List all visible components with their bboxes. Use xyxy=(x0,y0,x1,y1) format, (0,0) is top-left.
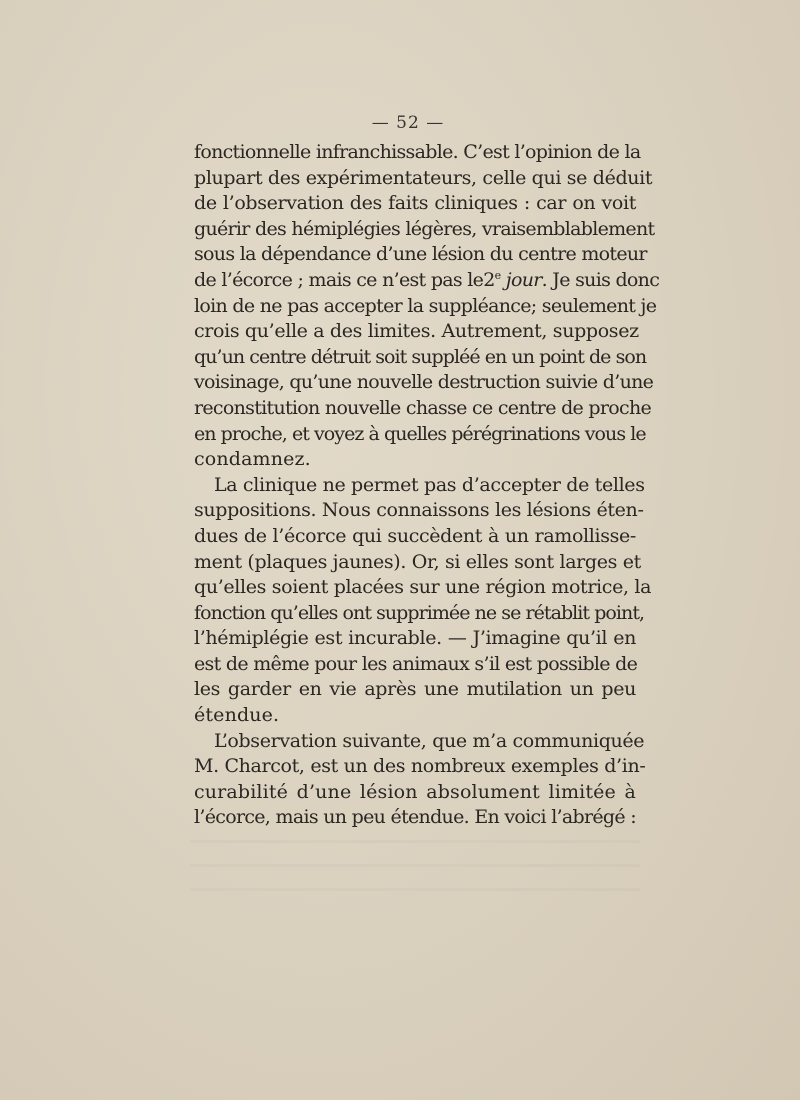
text-line: dues de l’écorce qui succèdent à un ramollisse- xyxy=(194,524,636,547)
italic-word: jour xyxy=(505,268,542,291)
text-line: sous la dépendance d’une lésion du centre moteur xyxy=(194,243,647,266)
page-number: — 52 — xyxy=(371,113,445,133)
text-line: condamnez. xyxy=(194,448,311,471)
text-line: les garder en vie après une mutilation un peu xyxy=(194,678,636,701)
text-line: curabilité d’une lésion absolument limitée à xyxy=(194,780,636,803)
text-line-with-superscript xyxy=(194,268,660,294)
text-line: plupart des expérimentateurs, celle qui se déduit xyxy=(194,166,653,189)
text-line: suppositions. Nous connaissons les lésions éten- xyxy=(194,499,644,522)
text-line: qu’elles soient placées sur une région motrice, la xyxy=(194,576,652,599)
paragraph-first-line: La clinique ne permet pas d’accepter de telles xyxy=(214,473,645,496)
text-line: étendue. xyxy=(194,704,280,727)
text-fragment: de l’écorce ; mais ce n’est pas le xyxy=(194,268,484,291)
text-line: M. Charcot, est un des nombreux exemples d’in- xyxy=(194,755,646,778)
text-line: en proche, et voyez à quelles pérégrinations vous le xyxy=(194,422,646,445)
text-line: fonctionnelle infranchissable. C’est l’opinion de la xyxy=(194,141,641,163)
text-fragment: . Je suis donc xyxy=(541,268,660,291)
text-line: de l’observation des faits cliniques : car on voit xyxy=(194,192,636,215)
text-line: est de même pour les animaux s’il est possible de xyxy=(194,652,638,675)
body-text xyxy=(194,140,660,831)
text-line: guérir des hémiplégies légères, vraisemblablement xyxy=(194,217,655,240)
ordinal-superscript: e xyxy=(494,268,501,282)
text-line: fonction qu’elles ont supprimée ne se rétablit point, xyxy=(194,601,645,624)
text-line: crois qu’elle a des limites. Autrement, supposez xyxy=(194,320,639,343)
text-line: reconstitution nouvelle chasse ce centre de proche xyxy=(194,396,652,419)
paragraph-first-line: L’observation suivante, que m’a communiquée xyxy=(214,729,645,752)
text-line: loin de ne pas accepter la suppléance; seulement je xyxy=(194,294,657,317)
text-line: voisinage, qu’une nouvelle destruction suivie d’une xyxy=(194,371,654,394)
text-line: qu’un centre détruit soit suppléé en un point de son xyxy=(194,345,647,368)
text-line: l’hémiplégie est incurable. — J’imagine qu’il en xyxy=(194,627,636,650)
show-through-shadow xyxy=(190,840,640,900)
ordinal-number: 2 xyxy=(483,268,495,291)
text-line: l’écorce, mais un peu étendue. En voici l’abrégé : xyxy=(194,806,636,829)
text-line: ment (plaques jaunes). Or, si elles sont larges et xyxy=(194,550,641,573)
